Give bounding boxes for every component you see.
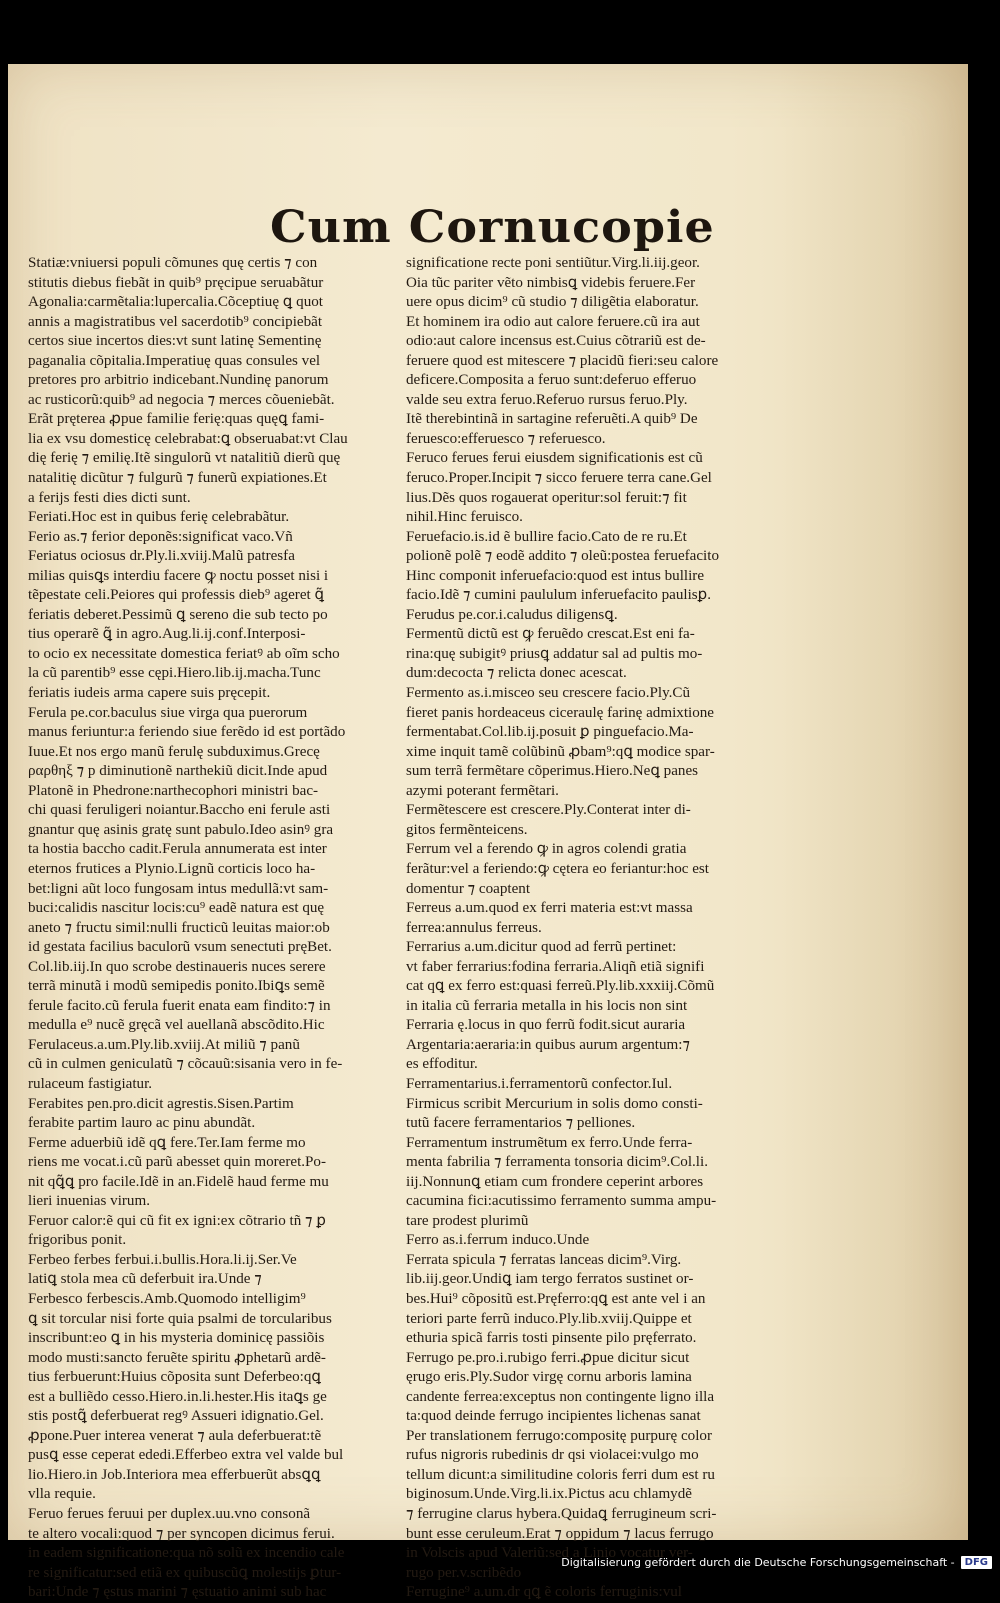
text-line: rina:quę subigitꝰ priusꝗ addatur sal ad pultis mo- [406,645,703,662]
text-line: tius ferbuerunt:Huius cõposita sunt Deferbeo:qꝗ [28,1369,321,1386]
text-line: polionẽ polẽ ⁊ eodẽ addito ⁊ oleũ:postea feruefacito [406,548,719,565]
text-line: a ferijs festi dies dicti sunt. [28,489,191,506]
text-line: in Volscis apud Valeriũ:sed a Linio vocatur ver- [406,1545,693,1562]
text-line: nihil.Hinc feruisco. [406,509,523,526]
text-line: feruere quod est mitescere ⁊ placidũ fieri:seu calore [406,352,719,369]
text-line: Ferrata spicula ⁊ ferratas lanceas dicim⁹.Virg. [406,1251,682,1268]
text-line: stitutis diebus fiebãt in quib⁹ pręcipue seruabãtur [28,274,324,291]
text-line: certos siue incertos dies:vt sunt latinę Sementinę [28,333,322,350]
text-line: manus feriuntur:a feriendo siue ferẽdo id est portãdo [28,724,346,741]
text-line: xime inquit tamẽ colũbinũ ꝓbam⁹:qꝗ modice spar- [406,743,715,760]
text-line: Ferramentarius.i.ferramentorũ confector.Iul. [406,1075,673,1092]
text-line: pretores pro arbitrio indicebant.Nundinę panorum [28,372,329,389]
text-line: medulla e⁹ nucẽ gręcã vel auellanã abscõdito.Hic [28,1017,325,1034]
text-line: ferãtur:vel a feriendo:ꝙ cętera eo feriantur:hoc est [406,860,709,877]
text-line: Oia tũc pariter vẽto nimbisꝗ videbis feruere.Fer [406,274,696,291]
text-line: menta fabrilia ⁊ ferramenta tonsoria dicim⁹.Col.li. [406,1154,708,1171]
text-line: rugo per.v.scribẽdo [406,1564,522,1581]
text-line: aneto ⁊ fructu simil:nulli fructicũ leuitas maior:ob [28,919,330,936]
text-line: frigoribus ponit. [28,1232,127,1249]
text-line: Ferudus pe.cor.i.caludus diligensꝗ. [406,606,618,623]
text-line: candente ferrea:exceptus non contingente ligno illa [406,1388,715,1405]
text-line: teriori parte ferrũ induco.Ply.lib.xviij.Quippe et [406,1310,692,1327]
text-line: Argentaria:aeraria:in quibus aurum argentum:⁊ [406,1036,690,1053]
text-line: Feruefacio.is.id ẽ bullire facio.Cato de re ru.Et [406,528,687,545]
text-line: annis a magistratibus vel sacerdotib⁹ concipiebãt [28,313,323,330]
text-line: te altero vocali:quod ⁊ per syncopen dicimus ferui. [28,1525,335,1542]
page-shading [778,64,968,1540]
text-line: ac rusticorũ:quib⁹ ad negocia ⁊ merces cõueniebãt. [28,391,335,408]
text-line: es effoditur. [406,1056,478,1073]
text-line: feruesco:efferuesco ⁊ referuesco. [406,430,606,447]
text-line: Iuue.Et nos ergo manũ ferulę subduximus.Grecę [28,743,320,760]
text-line: tellum dicunt:a similitudine coloris ferri dum est ru [406,1466,715,1483]
text-line: la cũ parentib⁹ esse cępi.Hiero.lib.ij.macha.Tunc [28,665,321,682]
text-line: vt faber ferrarius:fodina ferraria.Aliqñ etiã signifi [406,958,705,975]
text-line: lio.Hiero.in Job.Interiora mea efferbuerũt absꝗꝗ [28,1466,321,1483]
text-line: lieri inuenias virum. [28,1193,150,1210]
text-line: Et hominem ira odio aut calore feruere.cũ ira aut [406,313,700,330]
footer-credit [561,1556,992,1569]
text-line: Feruco ferues ferui eiusdem significationis est cũ [406,450,703,467]
text-line: terrã minutã i modũ semipedis ponito.Ibiꝗs semẽ [28,978,325,995]
text-line: natalitię dicũtur ⁊ fulgurũ ⁊ funerũ expiationes.Et [28,470,327,487]
text-line: modo musti:sancto feruẽte spiritu ꝓphetarũ ardẽ- [28,1349,326,1366]
text-line: ta:quod deinde ferrugo incipientes lichenas sanat [406,1408,701,1425]
text-line: est a bulliẽdo cesso.Hiero.in.li.hester.His itaꝗs ge [28,1388,327,1405]
text-line: latiꝗ stola mea cũ deferbuit ira.Unde ⁊ [28,1271,262,1288]
text-line: odio:aut calore incensus est.Cuius cõtrariũ est de- [406,333,706,350]
text-line: Ferrugine⁹ a.um.dr qꝗ ẽ coloris ferruginis:vul [406,1584,682,1601]
text-line: ꝓpone.Puer interea venerat ⁊ aula deferbuerat:tẽ [28,1427,322,1444]
text-line: gnantur quę asinis gratę sunt pabulo.Ideo asinꝰ gra [28,821,334,838]
text-line: ραρθηξ ⁊ p diminutionẽ narthekiũ dicit.Inde apud [28,763,328,780]
text-line: stis postꝗ̃ deferbuerat regꝰ Assueri idignatio.Gel. [28,1408,324,1425]
text-line: Ferrugo pe.pro.i.rubigo ferri.ꝓpue dicitur sicut [406,1349,690,1366]
text-line: milias quisꝗs interdiu facere ꝙ noctu posset nisi i [28,567,329,584]
text-line: rufus nigroris rubedinis dr qsi violacei:vulgo mo [406,1447,699,1464]
text-line: Ferme aduerbiũ idẽ qꝗ fere.Ter.Iam ferme mo [28,1134,306,1151]
text-line: tẽpestate celi.Peiores qui professis dieb⁹ ageret ꝗ̃ [28,587,325,604]
text-line: Erãt pręterea ꝓpue familie ferię:quas quęꝗ fami- [28,411,325,428]
text-line: paganalia cõpitalia.Imperatiuę quas consules vel [28,352,321,369]
text-line: iij.Nonnunꝗ etiam cum frondere ceperint arbores [406,1173,704,1190]
text-line: Ferbeo ferbes ferbui.i.bullis.Hora.li.ij.Ser.Ve [28,1251,297,1268]
text-line: bes.Hui⁹ cõpositũ est.Pręferro:qꝗ est ante vel i an [406,1290,706,1307]
text-line: ⁊ ferrugine clarus hybera.Quidaꝗ ferrugineum scri- [406,1506,717,1522]
text-line: Ferro as.i.ferrum induco.Unde [406,1232,590,1249]
text-line: lius.Dẽs quos rogauerat operitur:sol feruit:⁊ fit [406,489,687,506]
text-line: Feriatus ociosus dr.Ply.li.xviij.Malũ patresfa [28,548,295,565]
text-line: azymi poterant fermẽtari. [406,782,559,799]
text-line: Ferbesco ferbescis.Amb.Quomodo intelligim⁹ [28,1290,306,1307]
text-line: gitos fermẽnteicens. [406,821,528,838]
text-line: bari:Unde ⁊ ęstus marini ⁊ ęstuatio animi sub hac [28,1584,327,1601]
text-line: Per translationem ferrugo:compositę purpurę color [406,1427,712,1444]
dfg-logo: DFG [961,1556,992,1569]
text-line: lib.iij.geor.Undiꝗ iam tergo ferratos sustinet or- [406,1271,694,1288]
text-line: Hinc componit inferuefacio:quod est intus bullire [406,567,705,584]
text-line: tutũ facere ferramentarios ⁊ pelliones. [406,1115,636,1132]
text-line: ferule facito.cũ ferula fuerit enata eam findito:⁊ in [28,997,331,1014]
text-line: pusꝗ esse ceperat ededi.Efferbeo extra vel valde bul [28,1447,344,1464]
running-head: Cum Cornucopie [270,201,715,253]
text-line: ęrugo eris.Ply.Sudor virgę cornu arboris lamina [406,1369,692,1386]
text-line: bet:ligni aũt loco fungosam intus medullã:vt sam- [28,880,329,897]
text-line: inscribunt:eo ꝗ in his mysteria dominicę passiõis [28,1330,325,1347]
text-line: ferrea:annulus ferreus. [406,919,542,936]
text-line: lia ex vsu domesticę celebrabat:ꝗ obseruabat:vt Clau [28,430,348,447]
text-column-right [406,254,758,1603]
text-line: in italia cũ ferraria metalla in his locis non sint [406,997,688,1014]
text-line: Feriati.Hoc est in quibus ferię celebrabãtur. [28,509,290,526]
text-line: ferabite partim lauro ac pinu abundãt. [28,1115,256,1132]
text-line: tius operarẽ ꝗ̃ in agro.Aug.li.ij.conf.Interposi- [28,626,306,643]
text-line: Platonẽ in Phedrone:narthecophori ministri bac- [28,782,319,799]
text-line: facio.Idẽ ⁊ cumini paululum inferuefacito paulisꝑ. [406,587,712,604]
text-line: deficere.Composita a feruo sunt:deferuo efferuo [406,372,697,389]
text-line: to ocio ex necessitate domestica feriatꝰ ab oĩm scho [28,645,340,662]
text-line: cat qꝗ ex ferro est:quasi ferreũ.Ply.lib.xxxiij.Cõmũ [406,978,715,995]
text-line: Ferio as.⁊ ferior deponẽs:significat vaco.Vñ [28,528,293,545]
text-line: dum:decocta ⁊ relicta donec acescat. [406,665,627,682]
text-line: ethuria spicã farris tosti pinsente pilo pręferrato. [406,1330,697,1347]
text-line: Ferreus a.um.quod ex ferri materia est:vt massa [406,900,693,917]
text-line: feruco.Proper.Incipit ⁊ sicco feruere terra cane.Gel [406,470,712,487]
text-line: in eadem significatione:qua nõ solũ ex incendio cale [28,1545,345,1562]
text-line: nit qꝗ̃ꝗ pro facile.Idẽ in an.Fidelẽ haud ferme mu [28,1173,329,1190]
footer-credit-text: Digitalisierung gefördert durch die Deutsche Forschungsgemeinschaft - [561,1556,955,1569]
text-line: Fermento as.i.misceo seu crescere facio.Ply.Cũ [406,685,691,702]
text-line: Ferraria ę.locus in quo ferrũ fodit.sicut auraria [406,1017,686,1034]
text-column-left [28,254,380,1603]
text-line: bunt esse ceruleum.Erat ⁊ oppidum ⁊ lacus ferrugo [406,1525,714,1542]
text-line: uere opus dicim⁹ cũ studio ⁊ diligẽtia elaboratur. [406,294,699,311]
text-line: Ferrarius a.um.dicitur quod ad ferrũ pertinet: [406,939,677,956]
text-line: cũ in culmen geniculatũ ⁊ cõcauũ:sisania vero in fe- [28,1056,343,1073]
text-line: eternos frutices a Plynio.Lignũ corticis loco ha- [28,860,316,877]
text-line: Feruor calor:ẽ qui cũ fit ex igni:ex cõtrario tñ ⁊ ꝑ [28,1212,326,1229]
text-line: Ferramentum instrumẽtum ex ferro.Unde ferra- [406,1134,693,1151]
text-line: Statiæ:vniuersi populi cõmunes quę certis ⁊ con [28,255,318,271]
text-line: dię ferię ⁊ emilię.Itẽ singulorũ vt natalitiũ dierũ quę [28,450,341,467]
text-line: ꝗ sit torcular nisi forte quia psalmi de torcularibus [28,1310,332,1327]
text-line: Ferrum vel a ferendo ꝙ in agros colendi gratia [406,841,687,858]
text-line: vlla requie. [28,1486,96,1503]
text-line: cacumina fici:acutissimo ferramento summa ampu- [406,1193,717,1210]
text-line: domentur ⁊ coaptent [406,880,531,897]
text-line: tare prodest plurimũ [406,1212,529,1229]
text-line: Fermẽtescere est crescere.Ply.Conterat inter di- [406,802,691,819]
text-line: Itẽ therebintinã in sartagine referuẽti.A quib⁹ De [406,411,698,428]
text-line: biginosum.Unde.Virg.li.ix.Pictus acu chlamydẽ [406,1486,692,1503]
text-line: id gestata facilius baculorũ vsum senectuti pręBet. [28,939,332,956]
text-line: chi quasi feruligeri noiantur.Baccho eni ferule asti [28,802,331,819]
text-line: Agonalia:carmẽtalia:lupercalia.Cõceptiuę ꝗ quot [28,294,323,311]
text-line: feriatis iudeis arma capere suis pręcepit. [28,685,271,702]
text-line: fermentabat.Col.lib.ij.posuit ꝑ pinguefacio.Ma- [406,724,694,741]
text-line: re significatur:sed etiã ex quibuscũꝗ molestijs ꝑtur- [28,1564,342,1581]
text-line: feriatis deberet.Pessimũ ꝗ sereno die sub tecto po [28,606,328,623]
text-line: Feruo ferues feruui per duplex.uu.vno consonã [28,1506,311,1522]
text-line: Ferula pe.cor.baculus siue virga qua puerorum [28,704,308,721]
text-line: Ferulaceus.a.um.Ply.lib.xviij.At miliũ ⁊ panũ [28,1036,300,1053]
text-line: Col.lib.iij.In quo scrobe destinaueris nuces serere [28,958,326,975]
text-line: ta hostia baccho cadit.Ferula annumerata est inter [28,841,327,858]
text-line: valde seu extra feruo.Referuo rursus feruo.Ply. [406,391,688,408]
text-line: significatione recte poni sentiũtur.Virg.li.iij.geor. [406,255,700,271]
text-line: buci:calidis nascitur locis:cu⁹ eadẽ natura est quę [28,900,325,917]
text-line: Fermentũ dictũ est ꝙ feruẽdo crescat.Est eni fa- [406,626,695,643]
text-line: sum terrã fermẽtare cõperimus.Hiero.Neꝗ panes [406,763,699,780]
text-line: Ferabites pen.pro.dicit agrestis.Sisen.Partim [28,1095,294,1112]
text-line: Firmicus scribit Mercurium in solis domo consti- [406,1095,703,1112]
text-line: rulaceum fastigiatur. [28,1075,153,1092]
text-line: riens me vocat.i.cũ parũ abesset quin moreret.Po- [28,1154,327,1171]
text-line: fieret panis hordeaceus ciceraulę farinę admixtione [406,704,715,721]
